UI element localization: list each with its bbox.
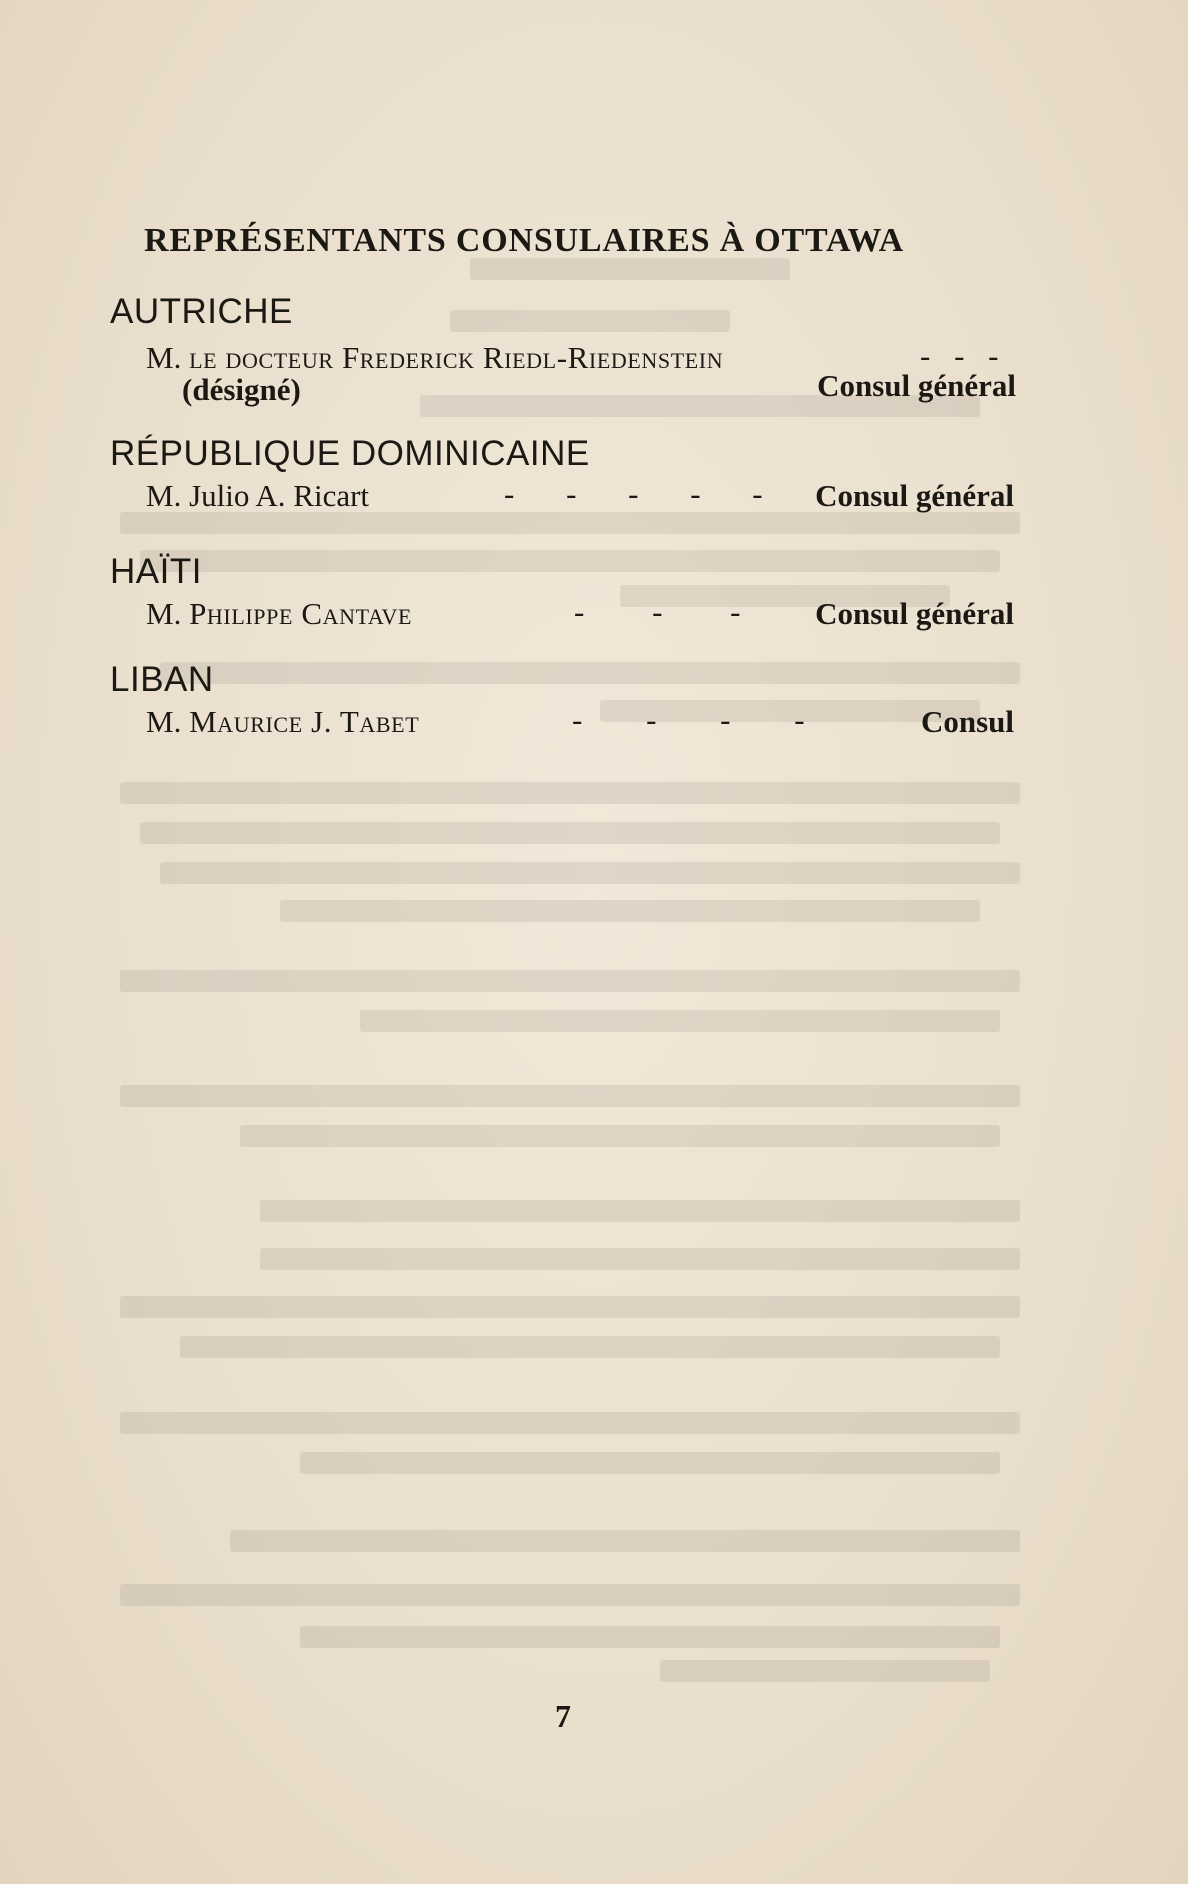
leader-dashes: - - - - (572, 702, 833, 737)
leader-dashes: - - - (574, 594, 771, 629)
consul-role: Consul général (815, 478, 1014, 513)
consul-role: Consul général (815, 596, 1014, 631)
consul-name: M. Maurice J. Tabet (146, 704, 420, 739)
leader-dashes: - - - - - (504, 476, 785, 511)
leader-dashes: - - - (920, 338, 1007, 373)
consul-role: Consul (920, 704, 1014, 739)
page-number: 7 (555, 1698, 571, 1734)
page-heading: REPRÉSENTANTS CONSULAIRES À OTTAWA (144, 222, 904, 259)
designation-note: (désigné) (182, 372, 301, 407)
consul-name: M. Philippe Cantave (146, 596, 413, 631)
consul-entry-liban (146, 704, 1016, 746)
consul-role: Consul général (817, 368, 1016, 403)
consul-entry-republique-dominicaine (146, 478, 1016, 520)
consul-name: M. Julio A. Ricart (146, 478, 370, 513)
country-heading-autriche: AUTRICHE (110, 292, 293, 331)
consul-entry-haiti (146, 596, 1016, 638)
country-heading-republique-dominicaine: RÉPUBLIQUE DOMINICAINE (110, 434, 590, 473)
consul-name: M. le docteur Frederick Riedl-Riedenstein (146, 340, 724, 375)
country-heading-liban: LIBAN (110, 660, 214, 699)
country-heading-haiti: HAÏTI (110, 552, 202, 591)
